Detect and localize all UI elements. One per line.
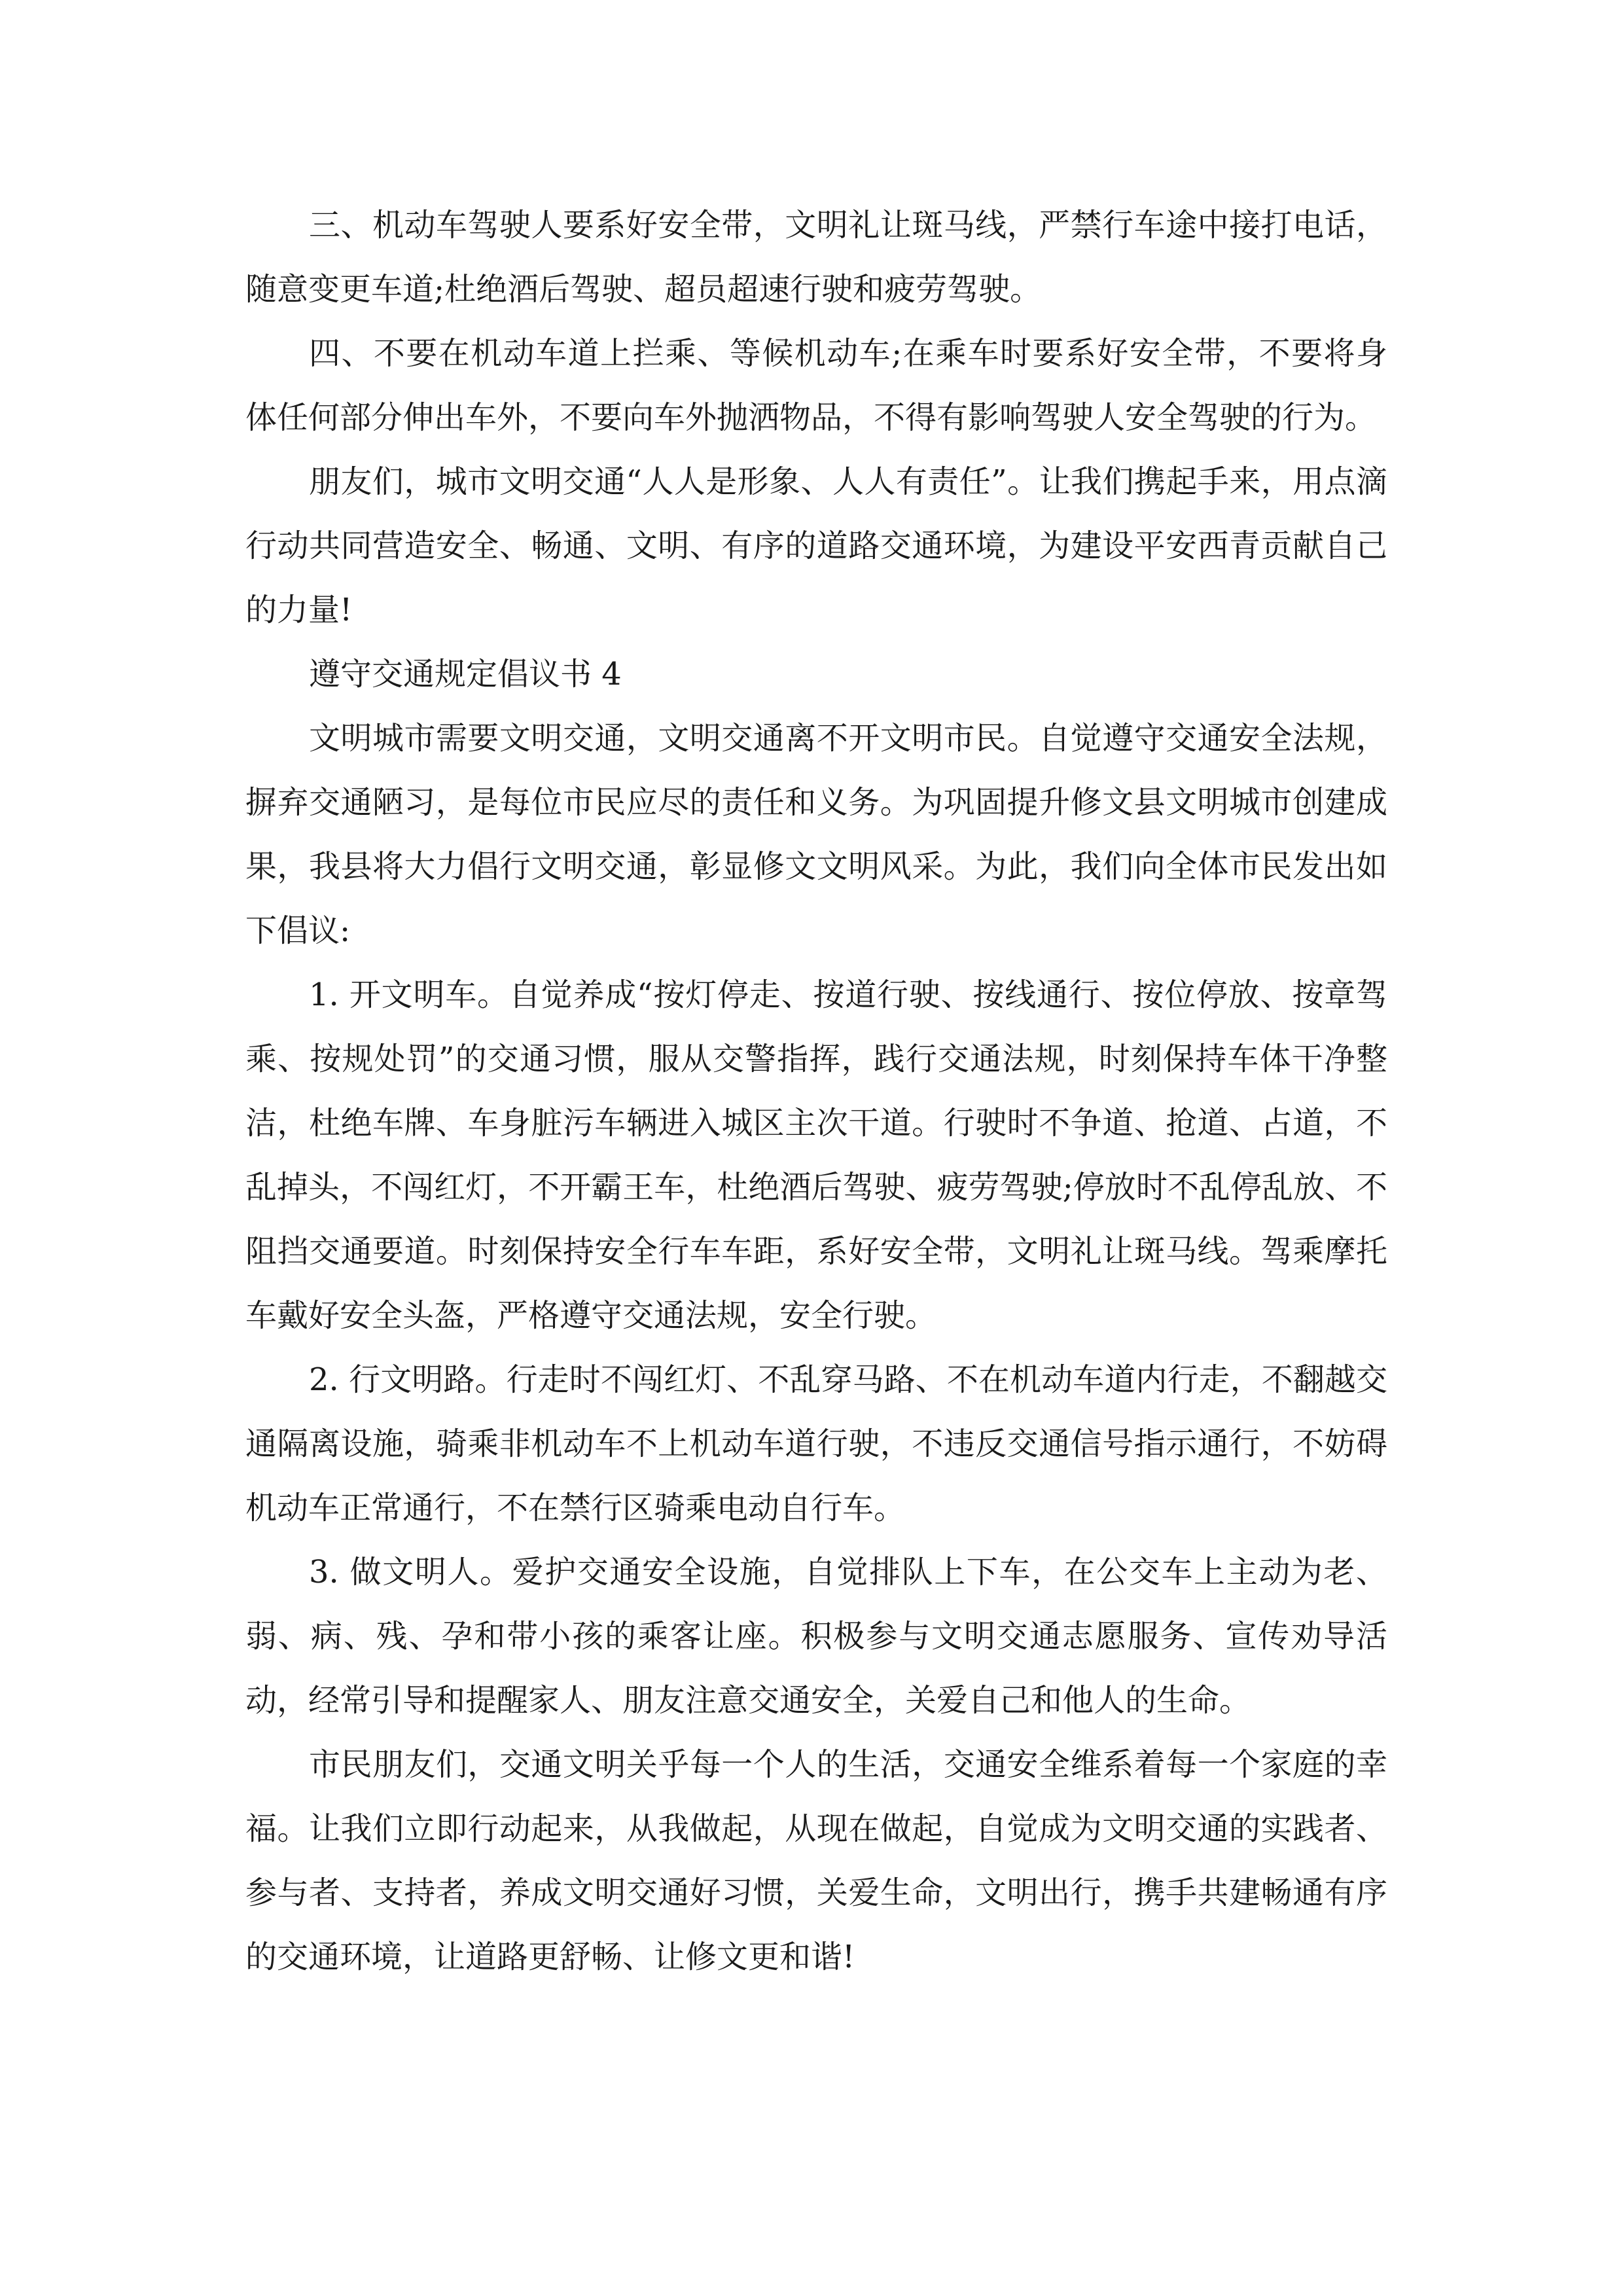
section-closing-paragraph: 市民朋友们，交通文明关乎每一个人的生活，交通安全维系着每一个家庭的幸福。让我们立即行动起来，从我做起，从现在做起，自觉成为文明交通的实践者、参与者、支持者，养成文明交通好习惯，关爱生命，文明出行，携手共建畅通有序的交通环境，让道路更舒畅、让修文更和谐! xyxy=(245,1746,1387,1975)
proposal-item-1: 1. 开文明车。自觉养成“按灯停走、按道行驶、按线通行、按位停放、按章驾乘、按规处罚”的交通习惯，服从交警指挥，践行交通法规，时刻保持车体干净整洁，杜绝车牌、车身脏污车辆进入城区主次干道。行驶时不争道、抢道、占道，不乱掉头，不闯红灯，不开霸王车，杜绝酒后驾驶、疲劳驾驶;停放时不乱停乱放、不阻挡交通要道。时刻保持安全行车车距，系好安全带，文明礼让斑马线。驾乘摩托车戴好安全头盔，严格遵守交通法规，安全行驶。 xyxy=(245,977,1387,1334)
document-body xyxy=(245,193,1387,1989)
proposal-item-3: 3. 做文明人。爱护交通安全设施，自觉排队上下车，在公交车上主动为老、弱、病、残、孕和带小孩的乘客让座。积极参与文明交通志愿服务、宣传劝导活动，经常引导和提醒家人、朋友注意交通安全，关爱自己和他人的生命。 xyxy=(245,1554,1387,1719)
section-title: 遵守交通规定倡议书 4 xyxy=(309,656,622,692)
proposal-item-2: 2. 行文明路。行走时不闯红灯、不乱穿马路、不在机动车道内行走，不翻越交通隔离设施，骑乘非机动车不上机动车道行驶，不违反交通信号指示通行，不妨碍机动车正常通行，不在禁行区骑乘电动自行车。 xyxy=(245,1361,1387,1526)
paragraph-item-4: 四、不要在机动车道上拦乘、等候机动车;在乘车时要系好安全带，不要将身体任何部分伸出车外，不要向车外抛洒物品，不得有影响驾驶人安全驾驶的行为。 xyxy=(245,335,1387,436)
paragraph-closing-call: 朋友们，城市文明交通“人人是形象、人人有责任”。让我们携起手来，用点滴行动共同营造安全、畅通、文明、有序的道路交通环境，为建设平安西青贡献自己的力量! xyxy=(245,463,1387,628)
paragraph-item-3: 三、机动车驾驶人要系好安全带，文明礼让斑马线，严禁行车途中接打电话，随意变更车道;杜绝酒后驾驶、超员超速行驶和疲劳驾驶。 xyxy=(245,207,1387,308)
section-intro-paragraph: 文明城市需要文明交通，文明交通离不开文明市民。自觉遵守交通安全法规，摒弃交通陋习，是每位市民应尽的责任和义务。为巩固提升修文县文明城市创建成果，我县将大力倡行文明交通，彰显修文文明风采。为此，我们向全体市民发出如下倡议: xyxy=(245,720,1387,949)
